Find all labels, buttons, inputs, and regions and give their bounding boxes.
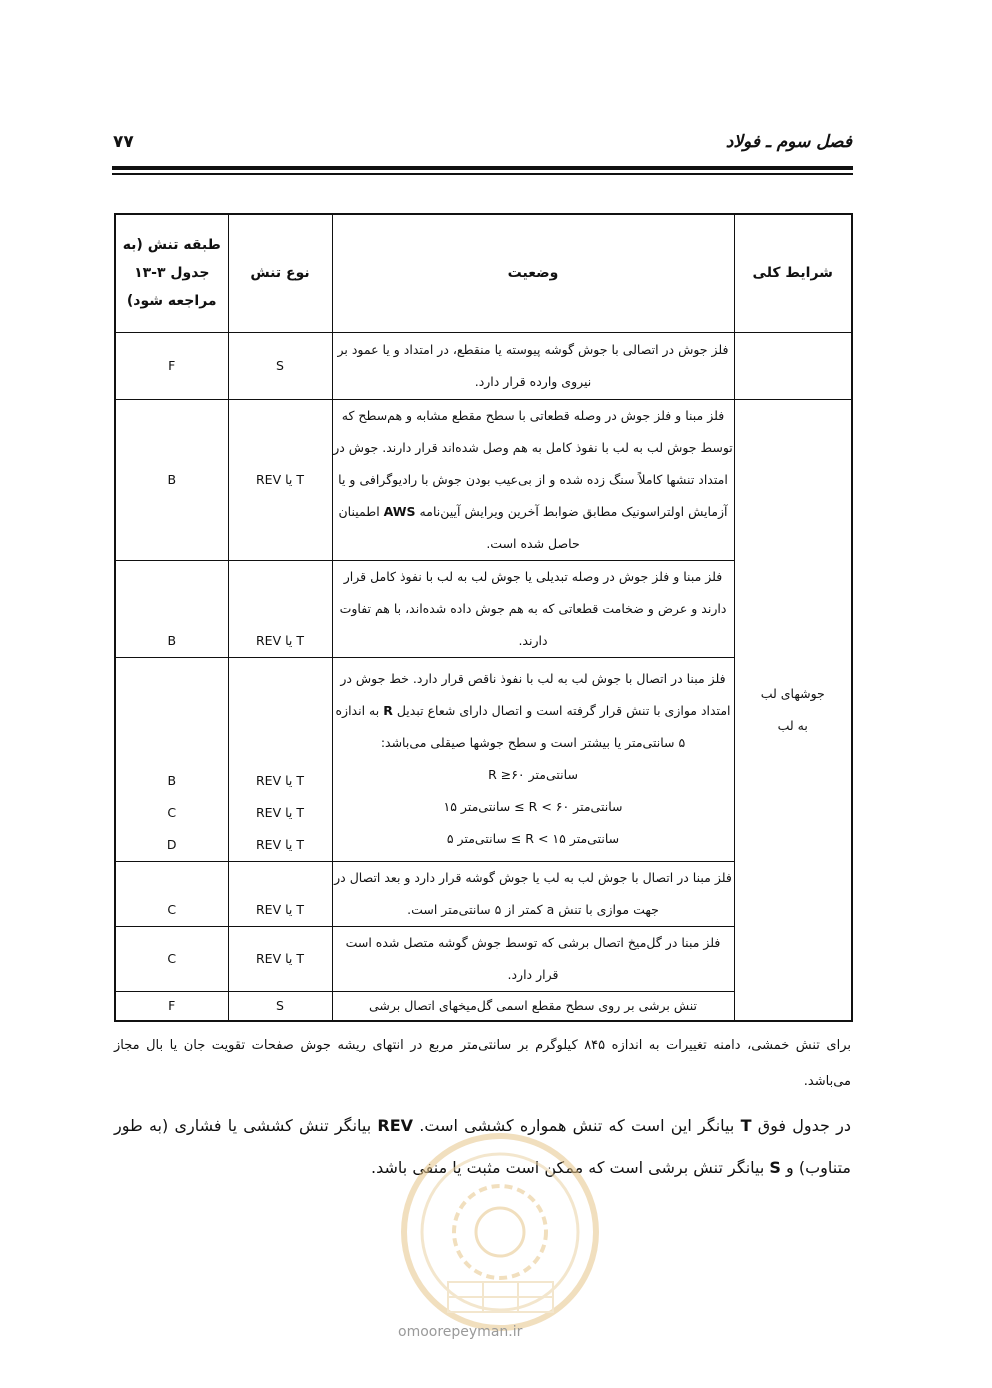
aws-code: AWS <box>383 503 416 519</box>
row-status-text: فلز مبنا در اتصال با جوش لب به لب با نفوذ ناقص قرار دارد. خط جوش در امتداد موازی با تنش قرار گرفته است و اتصال دارای شعاع تبدیل <box>340 671 731 718</box>
header-status: وضعیت <box>332 214 734 332</box>
stress-class-3: D <box>166 836 177 852</box>
radius-range-1: سانتی‌متر ۶۰≤ R <box>488 767 578 782</box>
stress-type-2: T یا REV <box>255 804 304 820</box>
watermark-logo <box>388 1132 613 1337</box>
symbol-S: S <box>769 1158 781 1177</box>
row-status: فلز مبنا و فلز جوش در وصله تبدیلی یا جوش لب به لب با نفوذ کامل قرار دارند و عرض و ضخامت قطعاتی که به هم جوش داده شده‌اند، با هم تفاوت دارند. <box>332 560 734 657</box>
stress-type-1: T یا REV <box>255 772 304 788</box>
header-rule-thin <box>112 173 853 175</box>
row-status: تنش برشی بر روی سطح مقطع اسمی گل‌میخهای اتصال برشی <box>332 991 734 1021</box>
row-stress-type <box>228 657 332 861</box>
row-stress-class: C <box>115 926 228 991</box>
symbol-T: T <box>740 1116 752 1135</box>
stress-class-2: C <box>167 804 177 820</box>
stress-classification-table <box>114 213 853 1022</box>
radius-range-2: سانتی‌متر ۶۰ > R ≥ سانتی‌متر ۱۵ <box>443 799 623 814</box>
row-status-text-end: به اندازه ۵ سانتی‌متر یا بیشتر است و سطح جوشها صیقلی می‌باشد: <box>335 703 686 750</box>
row-stress-class: B <box>115 399 228 560</box>
row-status <box>332 657 734 861</box>
row-stress-type: T یا REV <box>228 926 332 991</box>
header-stress-class: طبقه تنش (به جدول ۳-۱۳ مراجعه شود) <box>115 214 228 332</box>
header-stress-type: نوع تنش <box>228 214 332 332</box>
row-status-text: فلز مبنا و فلز جوش در وصله قطعاتی با سطح مقطع مشابه و هم‌سطح که توسط جوش لب به لب با نفوذ کامل به هم وصل شده‌اند قرار دارند. جوش در امتداد تنشها کاملاً سنگ زده شده و از بی‌عیب بودن جوش با رادیوگرافی و یا آزمایش اولتراسونیک مطابق ضوابط آخرین ویرایش آیین‌نامه <box>333 407 733 519</box>
page-number: ۷۷ <box>113 132 134 152</box>
group-label-butt-welds: جوشهای لب به لب <box>734 399 852 1021</box>
row-stress-type: T یا REV <box>228 861 332 926</box>
legend-text: بیانگر این است که تنش همواره کششی است. <box>419 1116 735 1135</box>
note-paragraph: برای تنش خمشی، دامنه تغییرات به اندازه ۸۴۵ کیلوگرم بر سانتی‌متر مربع در انتهای ریشه جوش صفحات تقویت جان یا بال مجاز می‌باشد. <box>114 1038 851 1089</box>
stress-type-3: T یا REV <box>255 836 304 852</box>
radius-range-3: سانتی‌متر ۱۵ > R ≥ سانتی‌متر ۵ <box>446 831 620 846</box>
row-stress-type: S <box>228 991 332 1021</box>
header-rule <box>112 166 853 170</box>
radius-symbol: R <box>383 703 393 718</box>
row-status: فلز جوش در اتصالی با جوش گوشه پیوسته یا منقطع، در امتداد و یا عمود بر نیروی وارده قرار دارد. <box>332 332 734 399</box>
row-stress-class <box>115 657 228 861</box>
row-status-text-end: اطمینان حاصل شده است. <box>338 503 580 551</box>
row-stress-class: F <box>115 991 228 1021</box>
watermark-url: omoorepeyman.ir <box>398 1324 523 1340</box>
row-status: فلز مبنا در اتصال با جوش لب به لب یا جوش گوشه قرار دارد و بعد اتصال در جهت موازی با تنش a کمتر از ۵ سانتی‌متر است. <box>332 861 734 926</box>
row-status <box>332 399 734 560</box>
table-row <box>115 332 852 399</box>
table-row <box>115 399 852 560</box>
chapter-title: فصل سوم ـ فولاد <box>725 132 852 152</box>
header-general-conditions: شرایط کلی <box>734 214 852 332</box>
row-stress-class: C <box>115 861 228 926</box>
general-conditions-cell <box>734 332 852 399</box>
row-status: فلز مبنا در گل‌میخ اتصال برشی که توسط جوش گوشه متصل شده است قرار دارد. <box>332 926 734 991</box>
row-stress-class: B <box>115 560 228 657</box>
stress-class-1: B <box>167 772 177 788</box>
row-stress-type: S <box>228 332 332 399</box>
legend-text: بیانگر تنش کششی یا فشاری (به طور متناوب) و <box>114 1116 851 1177</box>
symbol-REV: REV <box>377 1116 414 1135</box>
row-stress-type: T یا REV <box>228 399 332 560</box>
table-header-row <box>115 214 852 332</box>
legend-text: بیانگر تنش برشی است که ممکن است مثبت یا منفی باشد. <box>371 1158 765 1177</box>
row-stress-type: T یا REV <box>228 560 332 657</box>
row-stress-class: F <box>115 332 228 399</box>
legend-text: در جدول فوق <box>757 1116 851 1135</box>
